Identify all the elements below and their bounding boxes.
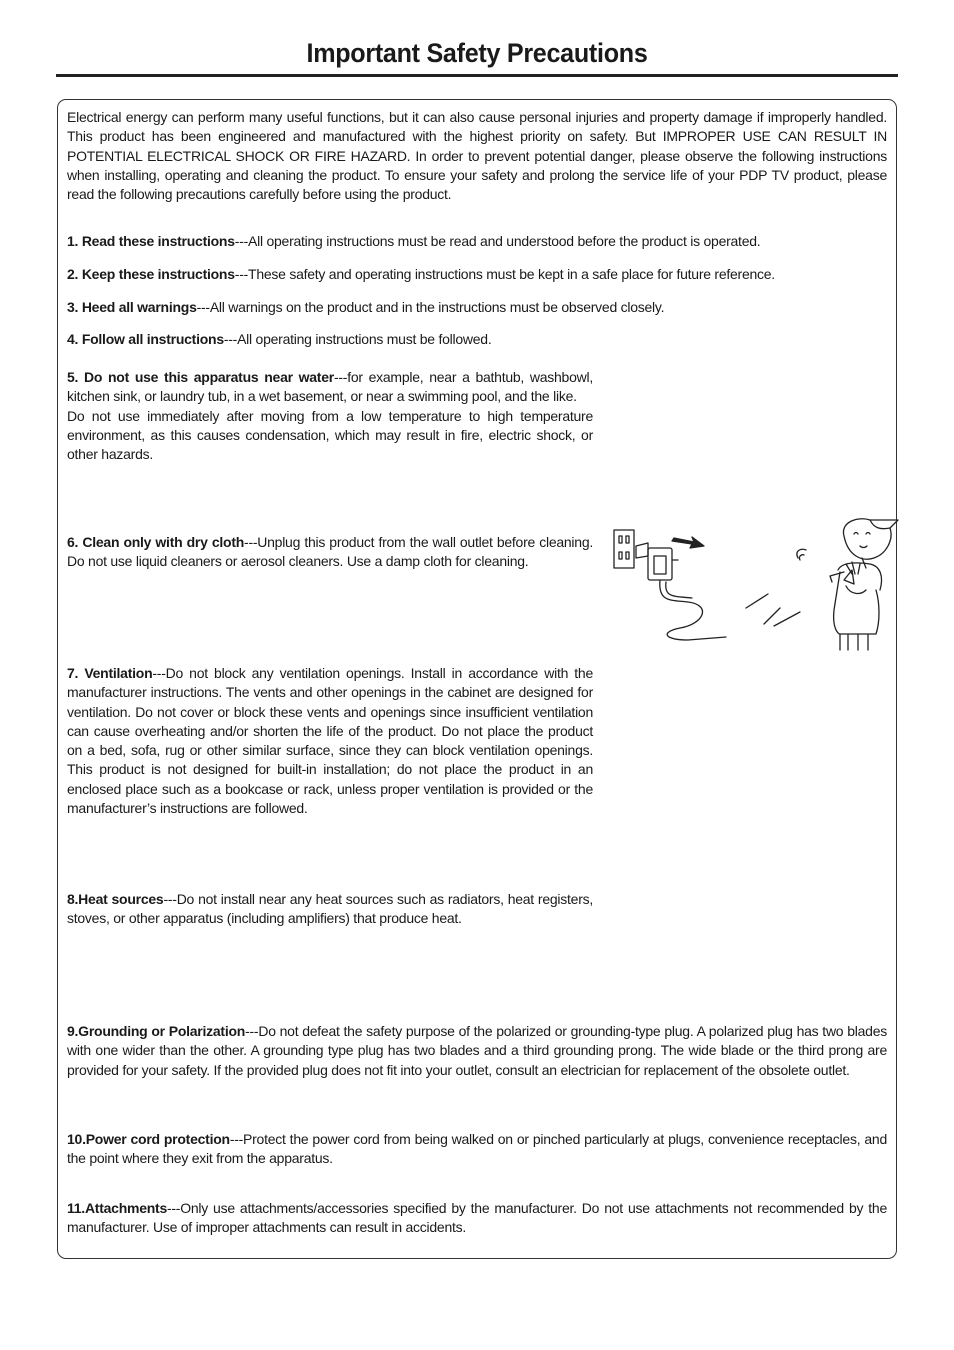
item-8: [67, 890, 593, 929]
item-4-text: ---All operating instructions must be followed.: [223, 331, 492, 347]
item-4: [67, 330, 887, 349]
item-3-text: ---All warnings on the product and in the instructions must be observed closely.: [196, 299, 665, 315]
item-1-text: ---All operating instructions must be read and understood before the product is operated.: [234, 233, 761, 249]
item-5: [67, 368, 593, 464]
item-7-title: 7. Ventilation: [67, 665, 153, 681]
power-cord: [660, 580, 726, 640]
item-8-text: ---Do not install near any heat sources such as radiators, heat registers, stoves, or other apparatus (including amplifiers) that produce heat.: [67, 891, 593, 927]
item-1: [67, 232, 887, 251]
wall-outlet-icon: [614, 530, 634, 568]
item-5-title: 5. Do not use this apparatus near water: [67, 369, 334, 385]
pull-arrow-icon: [672, 537, 704, 548]
item-6: [67, 533, 593, 572]
item-5-extra: Do not use immediately after moving from a low temperature to high temperature environment, as this causes condensation, which may result in fire, electric shock, or other hazards.: [67, 407, 593, 463]
item-3: [67, 298, 887, 317]
item-11-text: ---Only use attachments/accessories specified by the manufacturer. Do not use attachments not recommended by the manufacturer. Use of improper attachments can result in accidents.: [67, 1200, 887, 1236]
item-1-title: 1. Read these instructions: [67, 233, 235, 249]
item-7-text: ---Do not block any ventilation openings. Install in accordance with the manufacturer instructions. The vents and other openings in the cabinet are designed for ventilation. Do not cover or block these vents and openings since insufficient ventilation can cause overheating and/or shorten the life of the product. Do not place the product on a bed, sofa, rug or other similar surface, since they can block ventilation openings. This product is not designed for built-in installation; do not place the product in an enclosed place such as a bookcase or rack, unless proper ventilation is provided or the manufacturer’s instructions are followed.: [67, 665, 593, 817]
item-10-title: 10.Power cord protection: [67, 1131, 230, 1147]
item-9-text: ---Do not defeat the safety purpose of the polarized or grounding-type plug. A polarized plug has two blades with one wider than the other. A grounding type plug has two blades and a third grounding prong. The wide blade or the third prong are provided for your safety. If the provided plug does not fit into your outlet, consult an electrician for replacement of the obsolete outlet.: [67, 1023, 887, 1078]
item-6-title: 6. Clean only with dry cloth: [67, 534, 245, 550]
item-10-text: ---Protect the power cord from being walked on or pinched particularly at plugs, convenience receptacles, and the point where they exit from the apparatus.: [67, 1131, 887, 1167]
item-9-title: 9.Grounding or Polarization: [67, 1023, 246, 1039]
item-4-title: 4. Follow all instructions: [67, 331, 224, 347]
unplug-before-cleaning-illustration: [608, 510, 900, 658]
page-title: Important Safety Precautions: [306, 38, 648, 68]
item-2-title: 2. Keep these instructions: [67, 266, 235, 282]
item-10: [67, 1130, 887, 1169]
woman-figure-icon: [830, 519, 898, 650]
item-3-title: 3. Heed all warnings: [67, 299, 197, 315]
intro-paragraph: Electrical energy can perform many useful functions, but it can also cause personal injuries and property damage if improperly handled. This product has been engineered and manufactured with the highest priority on safety. But IMPROPER USE CAN RESULT IN POTENTIAL ELECTRICAL SHOCK OR FIRE HAZARD. In order to prevent potential danger, please observe the following instructions when installing, operating and cleaning the product. To ensure your safety and prolong the service life of your PDP TV product, please read the following precautions carefully before using the product.: [67, 109, 887, 203]
item-11-title: 11.Attachments: [67, 1200, 167, 1216]
item-2-text: ---These safety and operating instructions must be kept in a safe place for future reference.: [234, 266, 775, 282]
title-underline: [56, 74, 898, 77]
item-9: [67, 1022, 887, 1080]
item-2: [67, 265, 887, 284]
item-8-title: 8.Heat sources: [67, 891, 164, 907]
item-5-text: ---for example, near a bathtub, washbowl, kitchen sink, or laundry tub, in a wet basement, or near a swimming pool, and the like.: [67, 369, 593, 405]
item-7: [67, 664, 593, 818]
plug-icon: [636, 543, 678, 580]
item-11: [67, 1199, 887, 1238]
item-6-text: ---Unplug this product from the wall outlet before cleaning. Do not use liquid cleaners or aerosol cleaners. Use a damp cloth for cleaning.: [67, 534, 593, 570]
